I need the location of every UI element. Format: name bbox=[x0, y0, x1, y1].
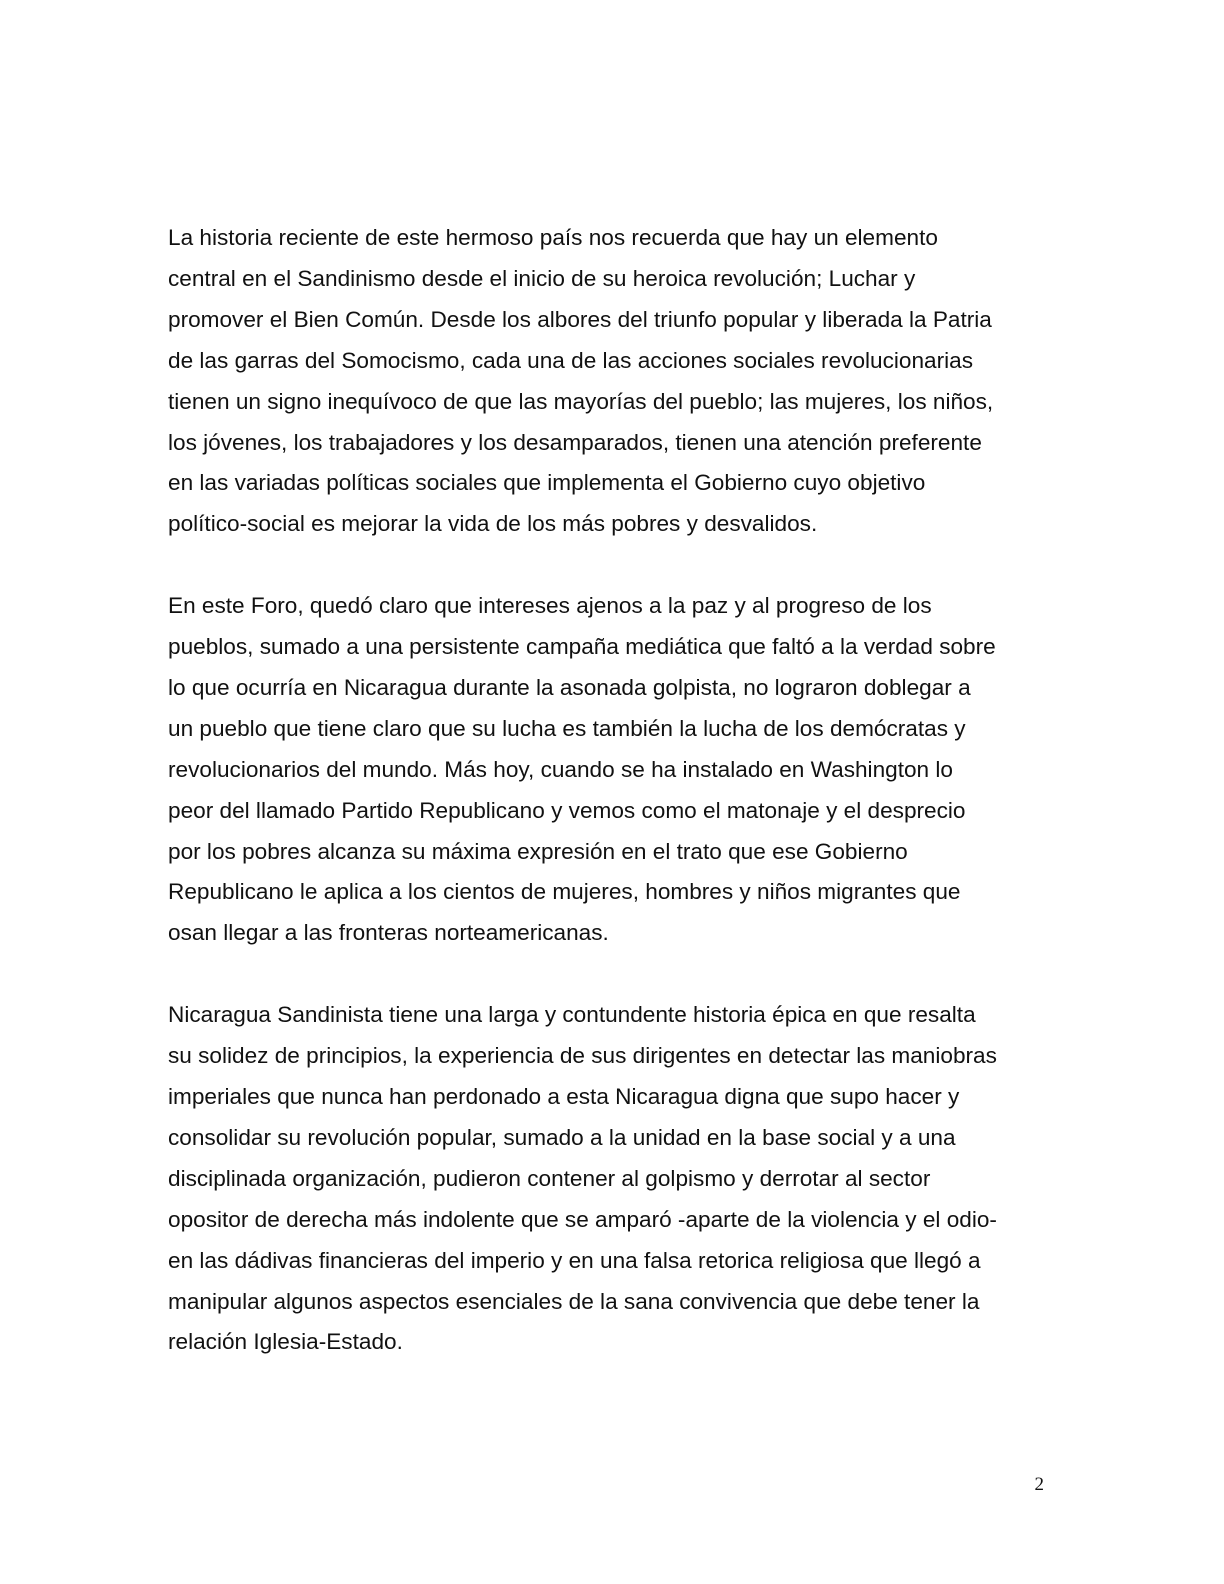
text-line: Republicano le aplica a los cientos de mujeres, hombres y niños migrantes que bbox=[168, 879, 961, 905]
text-line: disciplinada organización, pudieron contener al golpismo y derrotar al sector bbox=[168, 1165, 931, 1191]
paragraph-1 bbox=[168, 218, 1058, 545]
text-line: los jóvenes, los trabajadores y los desamparados, tienen una atención preferente bbox=[168, 429, 982, 455]
text-line: osan llegar a las fronteras norteamericanas. bbox=[168, 920, 609, 946]
text-line: La historia reciente de este hermoso país nos recuerda que hay un elemento bbox=[168, 225, 938, 250]
text-line: manipular algunos aspectos esenciales de la sana convivencia que debe tener la bbox=[168, 1288, 980, 1314]
text-line: un pueblo que tiene claro que su lucha es también la lucha de los demócratas y bbox=[168, 715, 966, 741]
paragraph-spacer bbox=[168, 954, 1058, 995]
text-line: opositor de derecha más indolente que se amparó -aparte de la violencia y el odio- bbox=[168, 1206, 997, 1232]
text-line: lo que ocurría en Nicaragua durante la asonada golpista, no lograron doblegar a bbox=[168, 674, 971, 700]
text-line: relación Iglesia-Estado. bbox=[168, 1329, 403, 1355]
text-line: imperiales que nunca han perdonado a esta Nicaragua digna que supo hacer y bbox=[168, 1084, 960, 1109]
text-line: promover el Bien Común. Desde los albores del triunfo popular y liberada la Patria bbox=[168, 306, 992, 332]
text-line: Nicaragua Sandinista tiene una larga y contundente historia épica en que resalta bbox=[168, 1002, 976, 1028]
text-line: por los pobres alcanza su máxima expresión en el trato que ese Gobierno bbox=[168, 838, 908, 864]
text-line: consolidar su revolución popular, sumado a la unidad en la base social y a una bbox=[168, 1124, 956, 1150]
page-number: 2 bbox=[1034, 1474, 1044, 1495]
paragraph-2 bbox=[168, 586, 1058, 954]
text-line: su solidez de principios, la experiencia de sus dirigentes en detectar las maniobras bbox=[168, 1043, 997, 1069]
text-line: político-social es mejorar la vida de los más pobres y desvalidos. bbox=[168, 511, 818, 537]
text-line: en las variadas políticas sociales que implementa el Gobierno cuyo objetivo bbox=[168, 470, 926, 496]
paragraph-spacer bbox=[168, 545, 1058, 586]
text-line: revolucionarios del mundo. Más hoy, cuando se ha instalado en Washington lo bbox=[168, 756, 953, 782]
text-line: tienen un signo inequívoco de que las mayorías del pueblo; las mujeres, los niños, bbox=[168, 388, 994, 414]
text-line: peor del llamado Partido Republicano y vemos como el matonaje y el desprecio bbox=[168, 797, 966, 823]
text-line: central en el Sandinismo desde el inicio de su heroica revolución; Luchar y bbox=[168, 265, 916, 291]
text-line: pueblos, sumado a una persistente campaña mediática que faltó a la verdad sobre bbox=[168, 634, 996, 660]
text-line: en las dádivas financieras del imperio y en una falsa retorica religiosa que llegó a bbox=[168, 1247, 981, 1273]
text-line: de las garras del Somocismo, cada una de las acciones sociales revolucionarias bbox=[168, 347, 974, 373]
text-line: En este Foro, quedó claro que intereses ajenos a la paz y al progreso de los bbox=[168, 593, 932, 619]
document-body bbox=[168, 218, 1058, 1363]
paragraph-3 bbox=[168, 995, 1058, 1363]
